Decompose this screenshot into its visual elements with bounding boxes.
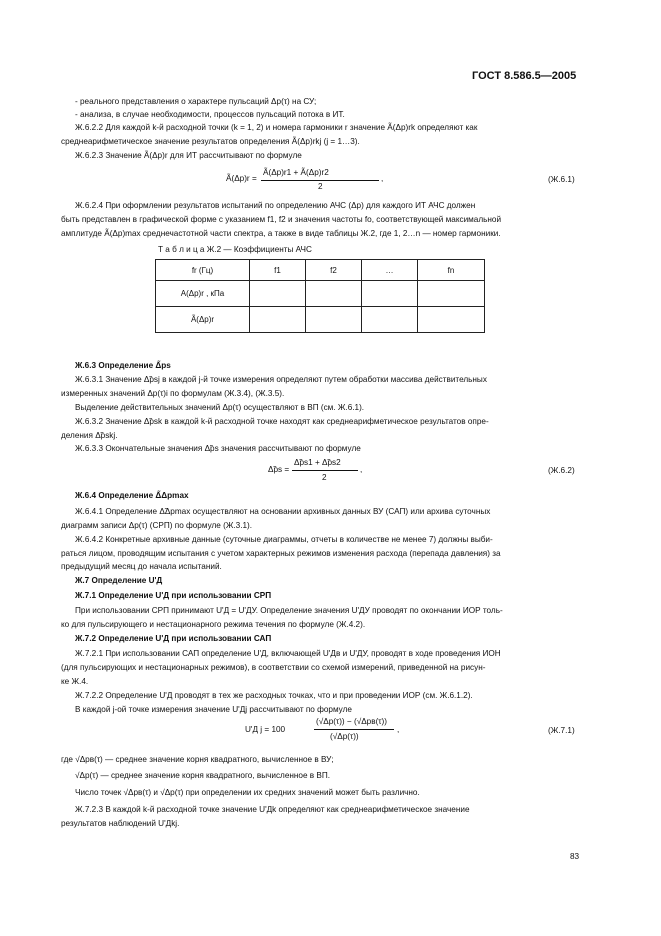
text-line: Ж.7.2.1 При использовании САП определение U'Д, включающей U'Дв и U'ДУ, проводят в ходе проведения ИОН xyxy=(75,649,501,658)
text-line: быть представлен в графической форме с указанием f1, f2 и значения частоты fo, соответствующей максимальной xyxy=(61,215,502,224)
text-line: предыдущий месяц до начала испытаний. xyxy=(61,562,222,571)
text-line: - анализа, в случае необходимости, процессов пульсаций потока в ИТ. xyxy=(75,110,345,119)
equation-numerator: Δ̃ps1 + Δ̃ps2 xyxy=(294,458,341,467)
table-header-cell: fn xyxy=(418,260,485,281)
page-header-title: ГОСТ 8.586.5—2005 xyxy=(472,70,577,82)
fraction-bar xyxy=(261,180,379,181)
text-line: Ж.6.3.2 Значение Δ̃psk в каждой k-й расходной точке находят как среднеарифметическое результатов опре- xyxy=(75,417,489,426)
text-line: Ж.6.2.4 При оформлении результатов испытаний по определению АЧС (Δp) для каждого ИТ АЧС должен xyxy=(75,201,476,210)
text-line: √Δp(τ) — среднее значение корня квадратного, вычисленное в ВП. xyxy=(75,771,331,780)
table-header-cell: f1 xyxy=(250,260,306,281)
text-line: Ж.6.4.1 Определение Δ̃Δpmax осуществляют на основании архивных данных ВУ (САП) или архива суточных xyxy=(75,507,491,516)
equation-lhs: U'Д j = 100 xyxy=(245,725,286,734)
text-line: Ж.6.2.3 Значение Ã(Δp)r для ИТ рассчитывают по формуле xyxy=(75,151,302,160)
text-line: среднеарифметическое значение результатов определения Ã(Δp)rkj (j = 1…3). xyxy=(61,137,360,146)
table-row xyxy=(156,307,485,333)
section-heading: Ж.6.4 Определение Δ̃Δpmax xyxy=(75,491,189,500)
text-line: ке Ж.4. xyxy=(61,677,89,686)
text-line: диаграмм записи Δp(τ) (СРП) по формуле (Ж.3.1). xyxy=(61,521,253,530)
text-line: Ж.6.4.2 Конкретные архивные данные (суточные диаграммы, отчеты в количестве не менее 7) должны выби- xyxy=(75,535,493,544)
equation-lhs: Ã(Δp)r = xyxy=(226,174,257,183)
equation-numerator: Ã(Δp)r1 + Ã(Δp)r2 xyxy=(263,168,329,177)
text-line: Ж.7.2.2 Определение U'Д проводят в тех же расходных точках, что и при проведении ИОР (см. Ж.6.1.2). xyxy=(75,691,473,700)
equation-number: (Ж.6.1) xyxy=(548,175,575,184)
text-line: Ж.7.2.3 В каждой k-й расходной точке значение U'Дk определяют как среднеарифметическое значение xyxy=(75,805,470,814)
section-heading: Ж.7.1 Определение U'Д при использовании СРП xyxy=(75,591,272,600)
equation-tail: , xyxy=(360,465,363,474)
table-cell xyxy=(250,281,306,307)
text-line: При использовании СРП принимают U'Д = U'ДУ. Определение значения U'ДУ проводят по окончании ИОР толь- xyxy=(75,606,503,615)
section-heading: Ж.7.2 Определение U'Д при использовании САП xyxy=(75,634,272,643)
equation-number: (Ж.6.2) xyxy=(548,466,575,475)
equation-tail: , xyxy=(381,174,384,183)
table-caption: Т а б л и ц а Ж.2 — Коэффициенты АЧС xyxy=(158,245,312,254)
table-header-cell: fr (Гц) xyxy=(156,260,250,281)
table-header-row xyxy=(156,260,485,281)
text-line: где √Δpв(τ) — среднее значение корня квадратного, вычисленное в ВУ; xyxy=(61,755,334,764)
table-header-cell: … xyxy=(362,260,418,281)
equation-number: (Ж.7.1) xyxy=(548,726,575,735)
text-line: Число точек √Δpв(τ) и √Δp(τ) при определении их средних значений может быть различно. xyxy=(75,788,420,797)
text-line: Выделение действительных значений Δp(τ) осуществляют в ВП (см. Ж.6.1). xyxy=(75,403,365,412)
equation-denominator: 2 xyxy=(318,182,323,191)
equation-denominator: (√Δp(τ)) xyxy=(330,732,359,741)
text-line: Ж.6.2.2 Для каждой k-й расходной точки (k = 1, 2) и номера гармоники r значение Ã(Δp)rk определяют как xyxy=(75,123,478,132)
table-cell: Ã(Δp)r xyxy=(156,307,250,333)
table-header-cell: f2 xyxy=(306,260,362,281)
table-cell xyxy=(306,281,362,307)
text-line: результатов наблюдений U'Дkj. xyxy=(61,819,180,828)
text-line: раться лицом, проводящим испытания с учетом характерных режимов изменения расхода (перепада давления) за xyxy=(61,549,501,558)
table-row xyxy=(156,281,485,307)
fraction-bar xyxy=(314,729,394,730)
equation-denominator: 2 xyxy=(322,473,327,482)
table-cell xyxy=(418,307,485,333)
text-line: ко для пульсирующего и нестационарного режима течения по формуле (Ж.4.2). xyxy=(61,620,366,629)
equation-lhs: Δ̃ps = xyxy=(268,465,290,474)
table-cell xyxy=(362,281,418,307)
table-cell xyxy=(362,307,418,333)
text-line: В каждой j-ой точке измерения значение U'Дj рассчитывают по формуле xyxy=(75,705,352,714)
text-line: (для пульсирующих и нестационарных режимов), в соответствии со схемой измерений, приведенной на рисун- xyxy=(61,663,486,672)
table-cell: A(Δp)r , кПа xyxy=(156,281,250,307)
table-cell xyxy=(306,307,362,333)
coefficients-table xyxy=(155,259,485,333)
text-line: Ж.6.3.3 Окончательные значения Δ̃ps значения рассчитывают по формуле xyxy=(75,444,361,453)
section-heading: Ж.7 Определение U'Д xyxy=(75,576,163,585)
text-line: измеренных значений Δp(τ)i по формулам (Ж.3.4), (Ж.3.5). xyxy=(61,389,285,398)
text-line: - реального представления о характере пульсаций Δp(τ) на СУ; xyxy=(75,97,317,106)
fraction-bar xyxy=(292,470,358,471)
equation-numerator: (√Δp(τ)) − (√Δpв(τ)) xyxy=(316,717,387,726)
table-cell xyxy=(250,307,306,333)
table-cell xyxy=(418,281,485,307)
section-heading: Ж.6.3 Определение Δ̃ps xyxy=(75,361,171,370)
page-number: 83 xyxy=(570,852,580,861)
text-line: Ж.6.3.1 Значение Δ̃psj в каждой j-й точке измерения определяют путем обработки массива действительных xyxy=(75,375,487,384)
equation-tail: , xyxy=(397,725,400,734)
text-line: деления Δ̃pskj. xyxy=(61,431,118,440)
text-line: амплитуде Ã(Δp)max среднечастотной части спектра, а также в виде таблицы Ж.2, где 1, 2…n — номер гармоники. xyxy=(61,229,501,238)
